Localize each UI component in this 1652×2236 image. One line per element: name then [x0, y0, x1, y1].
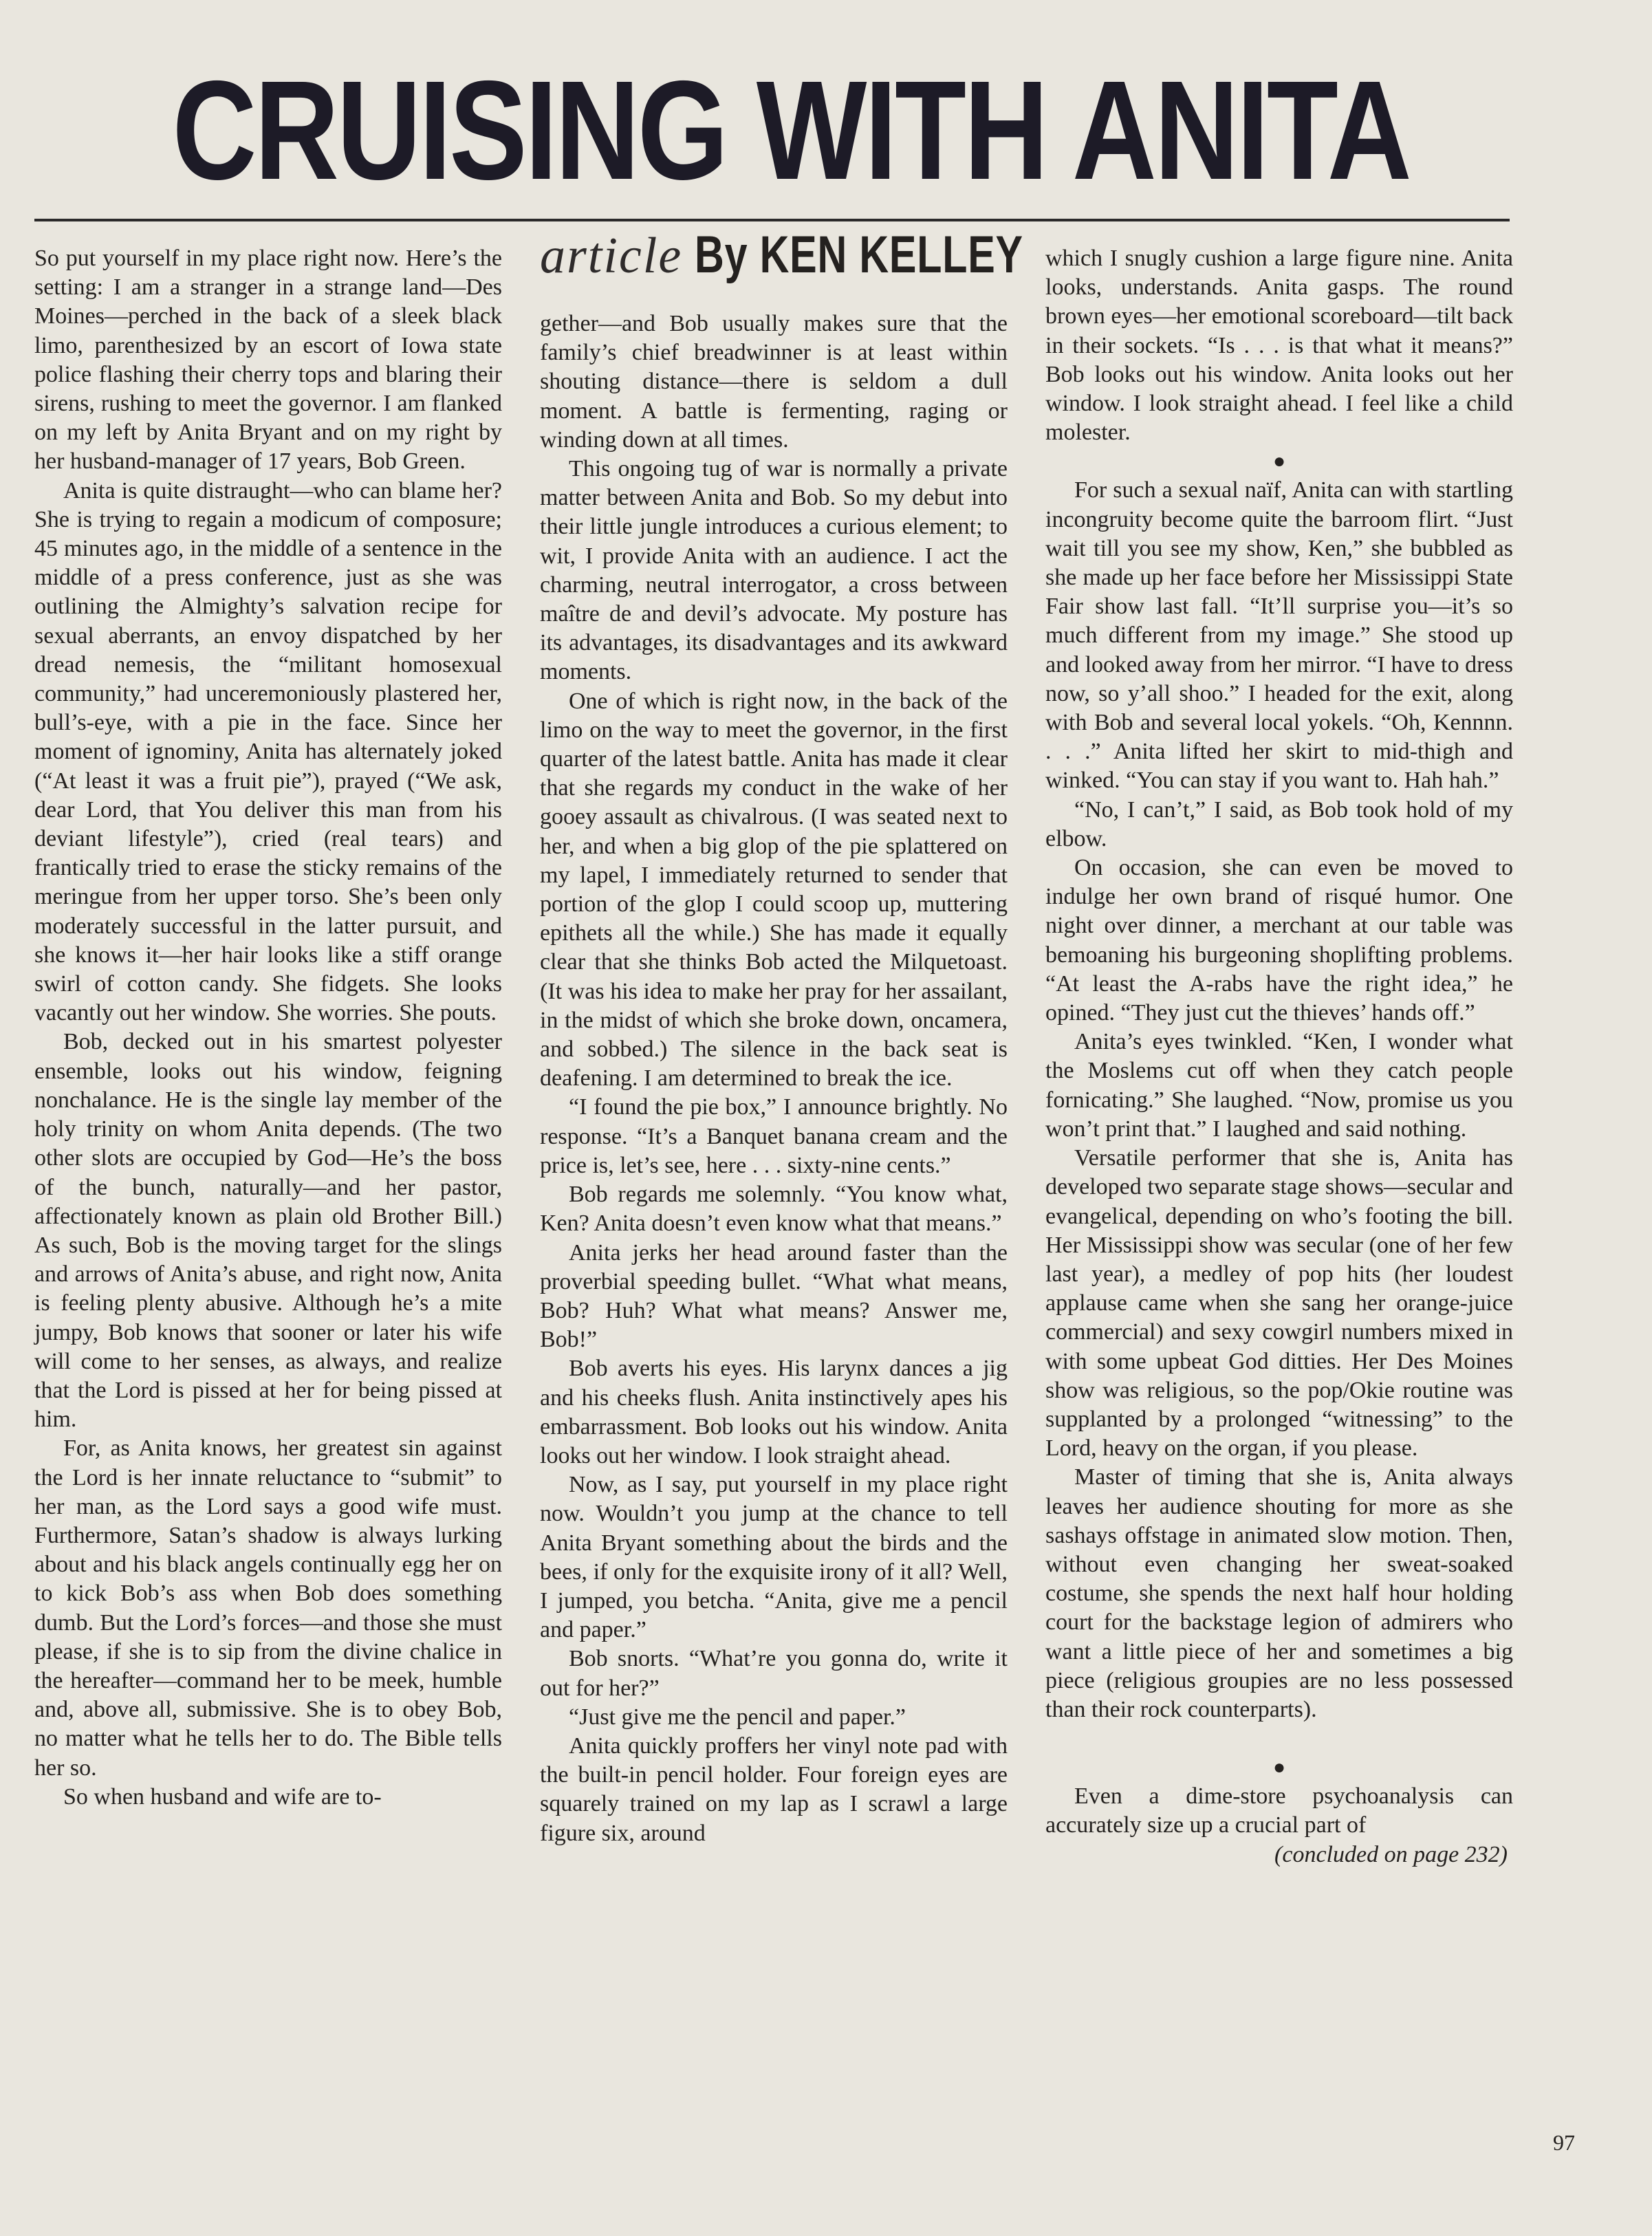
paragraph: Anita jerks her head around faster than the proverbial speeding bullet. “What what means, Bob? Huh? What what means? Answer me, Bob!” — [540, 1239, 1008, 1353]
paragraph: which I snugly cushion a large figure nine. Anita looks, understands. Anita gasps. The round brown eyes—her emotional scoreboard—tilt back in their sockets. “Is . . . is that what it means?” Bob looks out his window. Anita looks out her window. I look straight ahead. I feel like a child molester. — [1045, 246, 1513, 446]
paragraph: “Just give me the pencil and paper.” — [569, 1704, 906, 1730]
paragraph: Master of timing that she is, Anita always leaves her audience shouting for more as she sashays offstage in animated slow motion. Then, without even changing her sweat-soaked costume, she spends the next half hour holding court for the backstage legion of admirers who want a little piece of her and sometimes a big piece (religious groupies are no less possessed than their rock counterparts). — [1045, 1464, 1513, 1722]
paragraph: Versatile performer that she is, Anita has developed two separate stage shows—secular and evangelical, depending on who’s footing the bill. Her Mississippi show was secular (one of her few last year), a medley of pop hits (her loudest applause came when she sang her orange-juice commercial) and sexy cowgirl numbers mixed in with some upbeat God ditties. Her Des Moines show was religious, so the pop/Okie routine was supplanted by a prolonged “witnessing” to the Lord, heavy on the organ, if you please. — [1045, 1145, 1513, 1462]
paragraph: Anita quickly proffers her vinyl note pad with the built-in pencil holder. Four foreign eyes are squarely trained on my lap as I scrawl a large figure six, around — [540, 1733, 1008, 1846]
paragraph: Bob snorts. “What’re you gonna do, write it out for her?” — [540, 1646, 1008, 1701]
paragraph: On occasion, she can even be moved to indulge her own brand of risqué humor. One night over dinner, a merchant at our table was bemoaning his burgeoning shoplifting problems. “At least the A-rabs have the right idea,” he opined. “They just cut the thieves’ hands off.” — [1045, 855, 1513, 1026]
article-column-2 — [540, 226, 1024, 1848]
paragraph: So put yourself in my place right now. Here’s the setting: I am a stranger in a strange land—Des Moines—perched in the back of a sleek black limo, parenthesized by an escort of Iowa state police flashing their cherry tops and blaring their sirens, rushing to meet the governor. I am flanked on my left by Anita Bryant and on my right by her husband-manager of 17 years, Bob Green. — [34, 246, 502, 475]
paragraph: Anita’s eyes twinkled. “Ken, I wonder what the Moslems cut off when they catch people fornicating.” She laughed. “Now, promise us you won’t print that.” I laughed and said nothing. — [1045, 1029, 1513, 1142]
paragraph: For such a sexual naïf, Anita can with startling incongruity become quite the barroom flirt. “Just wait till you see my show, Ken,” she bubbled as she made up her face before her Mississippi State Fair show last fall. “It’ll surprise you—it’s so much different from my image.” She stood up and looked away from her mirror. “I have to dress now, so y’all shoo.” I headed for the exit, along with Bob and several local yokels. “Oh, Kennnn. . . .” Anita lifted her skirt to mid-thigh and winked. “You can stay if you want to. Hah hah.” — [1045, 477, 1513, 794]
article-column-3 — [1045, 244, 1513, 1869]
paragraph: Now, as I say, put yourself in my place right now. Wouldn’t you jump at the chance to tell Anita Bryant something about the birds and the bees, if only for the exquisite irony of it all? Well, I jumped, you betcha. “Anita, give me a pencil and paper.” — [540, 1472, 1008, 1643]
page-number: 97 — [1553, 2130, 1575, 2155]
paragraph: “No, I can’t,” I said, as Bob took hold of my elbow. — [1045, 796, 1513, 851]
paragraph: “I found the pie box,” I announce brightly. No response. “It’s a Banquet banana cream and the price is, let’s see, here . . . sixty-nine cents.” — [540, 1094, 1008, 1178]
article-label: article — [540, 228, 683, 284]
paragraph: Bob averts his eyes. His larynx dances a jig and his cheeks flush. Anita instinctively apes his embarrassment. Bob looks out his window. Anita looks out her window. I look straight ahead. — [540, 1356, 1008, 1468]
paragraph: Anita is quite distraught—who can blame her? She is trying to regain a modicum of composure; 45 minutes ago, in the middle of a sentence in the middle of a press conference, just as she was outlining the Almighty’s salvation recipe for sexual aberrants, an envoy dispatched by her dread nemesis, the “militant homosexual community,” had unceremoniously plastered her, bull’s-eye, with a pie in the face. Since her moment of ignominy, Anita has alternately joked (“At least it was a fruit pie”), prayed (“We ask, dear Lord, that You deliver this man from his deviant lifestyle”), cried (real tears) and frantically tried to erase the sticky remains of the meringue from her upper torso. She’s been only moderately successful in the latter pursuit, and she knows it—her hair looks like a stiff orange swirl of cotton candy. She fidgets. She looks vacantly out her window. She worries. She pouts. — [34, 477, 502, 1026]
author-byline: By KEN KELLEY — [695, 226, 1024, 284]
byline — [540, 226, 1024, 303]
paragraph: Bob, decked out in his smartest polyester ensemble, looks out his window, feigning nonchalance. He is the single lay member of the holy trinity on whom Anita depends. (The two other slots are occupied by God—He’s the boss of the bunch, naturally—and her pastor, affectionately known as plain old Brother Bill.) As such, Bob is the moving target for the slings and arrows of Anita’s abuse, and right now, Anita is feeling plenty abusive. Although he’s a mite jumpy, Bob knows that sooner or later his wife will come to her senses, as always, and realize that the Lord is pissed at her for being pissed at him. — [34, 1029, 502, 1433]
article-column-1 — [34, 244, 502, 1812]
section-break-dot: ● — [1272, 1756, 1286, 1779]
paragraph: Even a dime-store psychoanalysis can accurately size up a crucial part of — [1045, 1783, 1513, 1838]
section-break-dot: ● — [1272, 450, 1286, 473]
paragraph: Bob regards me solemnly. “You know what, Ken? Anita doesn’t even know what that means.” — [540, 1182, 1008, 1237]
continued-notice: (concluded on page 232) — [1274, 1841, 1508, 1867]
article-headline: CRUISING WITH ANITA — [172, 52, 1410, 209]
spacer — [1045, 1724, 1513, 1753]
headline-rule — [34, 219, 1510, 221]
paragraph: So when husband and wife are to- — [63, 1783, 382, 1810]
paragraph: This ongoing tug of war is normally a private matter between Anita and Bob. So my debut into their little jungle introduces a curious element; to wit, I provide Anita with an audience. I act the charming, neutral interrogator, a cross between maître de and devil’s advocate. My posture has its advantages, its disadvantages and its awkward moments. — [540, 456, 1008, 685]
paragraph: gether—and Bob usually makes sure that the family’s chief breadwinner is at least within shouting distance—there is seldom a dull moment. A battle is fermenting, raging or winding down at all times. — [540, 311, 1008, 453]
paragraph: One of which is right now, in the back of the limo on the way to meet the governor, in the first quarter of the latest battle. Anita has made it clear that she regards my conduct in the wake of her gooey assault as chivalrous. (I was seated next to her, and when a big glop of the pie splattered on my lapel, I immediately returned to sender that portion of the glop I could scoop up, muttering epithets all the while.) She has made it equally clear that she thinks Bob acted the Milquetoast. (It was his idea to make her pray for her assailant, in the midst of which she broke down, oncamera, and sobbed.) The silence in the back seat is deafening. I am determined to break the ice. — [540, 688, 1008, 1092]
paragraph: For, as Anita knows, her greatest sin against the Lord is her innate reluctance to “submit” to her man, as the Lord says a good wife must. Furthermore, Satan’s shadow is always lurking about and his black angels continually egg her on to kick Bob’s ass when Bob does something dumb. But the Lord’s forces—and those she must please, if she is to sip from the divine chalice in the hereafter—command her to be meek, humble and, above all, submissive. She is to obey Bob, no matter what he tells her to do. The Bible tells her so. — [34, 1435, 502, 1781]
